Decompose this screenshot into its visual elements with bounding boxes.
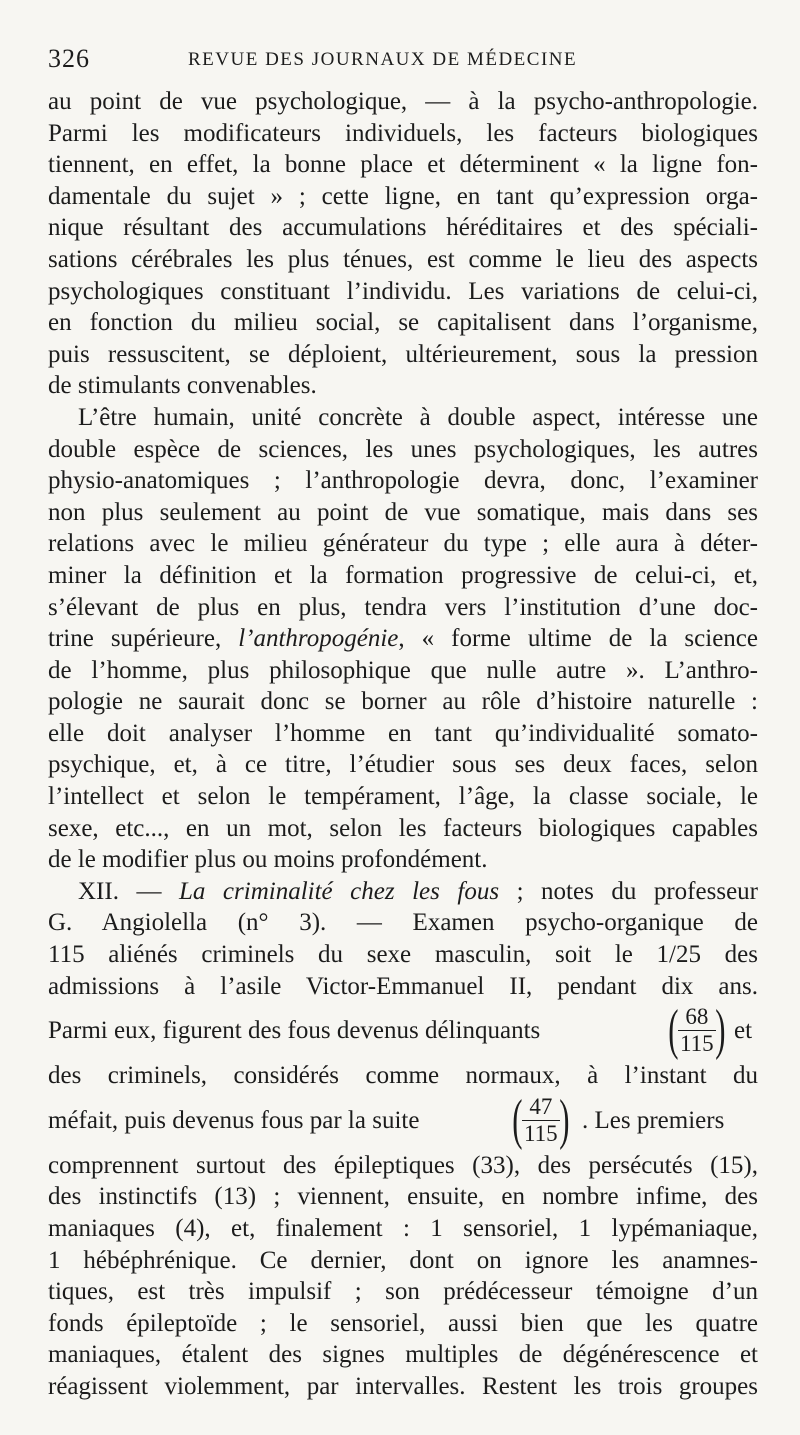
page-number: 326 xyxy=(48,44,90,73)
text-line: sexe, etc..., en un mot, selon les facteurs biologiques capables xyxy=(48,814,758,842)
text-line: s’élevant de plus en plus, tendra vers l’institution d’une doc- xyxy=(48,593,758,621)
text-line: non plus seulement au point de vue somatique, mais dans ses xyxy=(48,498,758,526)
text-line: au point de vue psychologique, — à la psycho-anthropologie. xyxy=(48,88,758,115)
text-line: tiennent, en effet, la bonne place et déterminent « la ligne fon- xyxy=(48,151,758,179)
text-line: physio-anatomiques ; l’anthropologie devra, donc, l’examiner xyxy=(48,467,758,495)
article-title: La criminalité chez les fous xyxy=(179,877,500,905)
paragraph-2 xyxy=(48,402,758,876)
fraction-47-115 xyxy=(512,1088,570,1151)
text-line: psychologiques constituant l’individu. Les variations de celui-ci, xyxy=(48,277,758,305)
text-line: des criminels, considérés comme normaux, à l’instant du xyxy=(48,1062,758,1090)
text-line: maniaques (4), et, finalement : 1 sensoriel, 1 lypémaniaque, xyxy=(48,1215,758,1242)
text-line: de le modifier plus ou moins profondément. xyxy=(48,846,488,874)
text-segment: méfait, puis devenus fous par la suite xyxy=(48,1106,420,1134)
text-line: nique résultant des accumulations héréditaires et des spéciali- xyxy=(48,214,758,242)
text-line: de stimulants convenables. xyxy=(48,372,317,400)
fraction-denominator: 115 xyxy=(524,1120,558,1146)
text-line: puis ressuscitent, se déploient, ultérieurement, sous la pression xyxy=(48,340,758,368)
text-segment: . Les premiers xyxy=(582,1106,725,1134)
text-line: Parmi les modificateurs individuels, les facteurs biologiques xyxy=(48,119,758,147)
left-paren: ( xyxy=(512,1088,523,1151)
page-header xyxy=(48,44,748,74)
text-line: sations cérébrales les plus ténues, est comme le lieu des aspects xyxy=(48,245,758,273)
italic-term: l’anthropogénie xyxy=(238,625,399,653)
fraction-numerator: 47 xyxy=(522,1094,560,1121)
text-segment: ; notes du professeur xyxy=(499,877,758,905)
fraction-line xyxy=(48,1088,758,1151)
fraction-numerator: 68 xyxy=(678,1004,716,1031)
text-segment: et xyxy=(734,1017,753,1045)
text-line: des instinctifs (13) ; viennent, ensuite, en nombre infime, des xyxy=(48,1183,758,1211)
text-segment: , « forme ultime de la science xyxy=(398,625,758,653)
text-line: relations avec le milieu générateur du type ; elle aura à déter- xyxy=(48,530,758,558)
text-line: tiques, est très impulsif ; son prédécesseur témoigne d’un xyxy=(48,1278,758,1306)
right-paren: ) xyxy=(559,1088,570,1151)
text-line: pologie ne saurait donc se borner au rôle d’histoire naturelle : xyxy=(48,688,758,716)
text-line: comprennent surtout des épileptiques (33), des persécutés (15), xyxy=(48,1151,758,1179)
text-line: L’être humain, unité concrète à double aspect, intéresse une xyxy=(78,403,758,431)
text-line: admissions à l’asile Victor-Emmanuel II, pendant dix ans. xyxy=(48,972,758,1000)
text-segment: trine supérieure, xyxy=(48,625,239,653)
text-line: 115 aliénés criminels du sexe masculin, soit le 1/25 des xyxy=(48,941,758,969)
text-line: maniaques, étalent des signes multiples de dégénérescence et xyxy=(48,1341,758,1369)
body-text xyxy=(48,86,758,1403)
fraction-line xyxy=(48,999,758,1062)
text-line: de l’homme, plus philosophique que nulle autre ». L’anthro- xyxy=(48,656,758,684)
text-line: l’intellect et selon le tempérament, l’âge, la classe sociale, le xyxy=(48,783,758,811)
left-paren: ( xyxy=(668,999,679,1062)
text-line: damentale du sujet » ; cette ligne, en tant qu’expression orga- xyxy=(48,182,758,210)
fraction-68-115 xyxy=(668,999,726,1062)
text-segment: Parmi eux, figurent des fous devenus délinquants xyxy=(48,1017,541,1045)
text-line: elle doit analyser l’homme en tant qu’individualité somato- xyxy=(48,719,758,747)
text-line: fonds épileptoïde ; le sensoriel, aussi bien que les quatre xyxy=(48,1309,758,1337)
text-line-with-italic xyxy=(48,623,758,655)
running-title: REVUE DES JOURNAUX DE MÉDECINE xyxy=(188,49,578,70)
fraction-denominator: 115 xyxy=(680,1031,714,1057)
text-line: miner la définition et la formation progressive de celui-ci, et, xyxy=(48,561,758,589)
section-heading-line xyxy=(48,876,758,908)
text-line: en fonction du milieu social, se capitalisent dans l’organisme, xyxy=(48,309,758,337)
right-paren: ) xyxy=(715,999,726,1062)
section-number: XII. — xyxy=(78,877,179,905)
text-line: G. Angiolella (n° 3). — Examen psycho-organique de xyxy=(48,909,758,937)
text-line: 1 hébéphrénique. Ce dernier, dont on ignore les anamnes- xyxy=(48,1246,758,1274)
text-line: psychique, et, à ce titre, l’étudier sous ses deux faces, selon xyxy=(48,751,758,779)
paragraph-1 xyxy=(48,86,758,402)
text-line: réagissent violemment, par intervalles. Restent les trois groupes xyxy=(48,1372,758,1400)
text-line: double espèce de sciences, les unes psychologiques, les autres xyxy=(48,435,758,463)
paragraph-3 xyxy=(48,876,758,1403)
